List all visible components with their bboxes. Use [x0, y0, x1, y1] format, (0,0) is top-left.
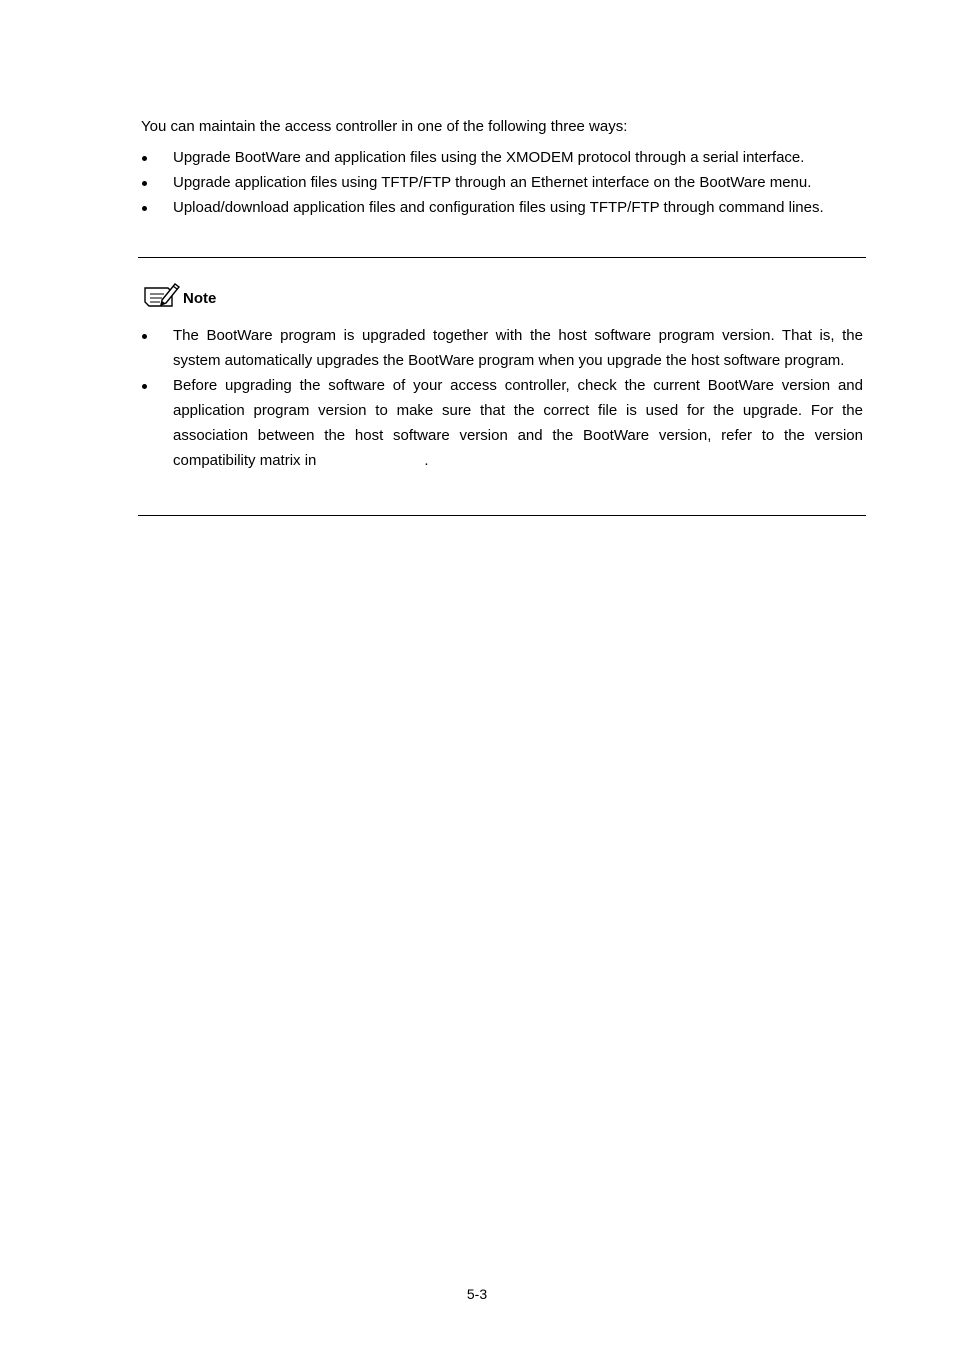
main-content	[141, 114, 863, 220]
bullet-icon	[142, 206, 147, 211]
trailing-period: .	[424, 452, 429, 469]
note-pencil-icon	[142, 280, 180, 308]
note-header	[142, 276, 216, 308]
page-number: 5-3	[466, 1286, 488, 1302]
methods-list	[141, 145, 863, 220]
list-item: Upload/download application files and configuration files using TFTP/FTP through command lines.	[141, 195, 863, 220]
list-item: Before upgrading the software of your access controller, check the current BootWare version and application program version to make sure that the correct file is used for the upgrade. For the association between the host software version and the BootWare version, refer to the version compatibility matrix in .	[141, 373, 863, 473]
bullet-icon	[142, 384, 147, 389]
bullet-icon	[142, 156, 147, 161]
note-list	[141, 323, 863, 473]
intro-text: You can maintain the access controller in one of the following three ways:	[141, 118, 628, 135]
note-label: Note	[183, 290, 217, 307]
list-item: The BootWare program is upgraded together with the host software program version. That is, the system automatically upgrades the BootWare program when you upgrade the host software program.	[141, 323, 863, 373]
bullet-icon	[142, 181, 147, 186]
list-item: Upgrade BootWare and application files using the XMODEM protocol through a serial interface.	[141, 145, 863, 170]
note-box	[138, 257, 866, 516]
list-item: Upgrade application files using TFTP/FTP through an Ethernet interface on the BootWare menu.	[141, 170, 863, 195]
bullet-icon	[142, 334, 147, 339]
